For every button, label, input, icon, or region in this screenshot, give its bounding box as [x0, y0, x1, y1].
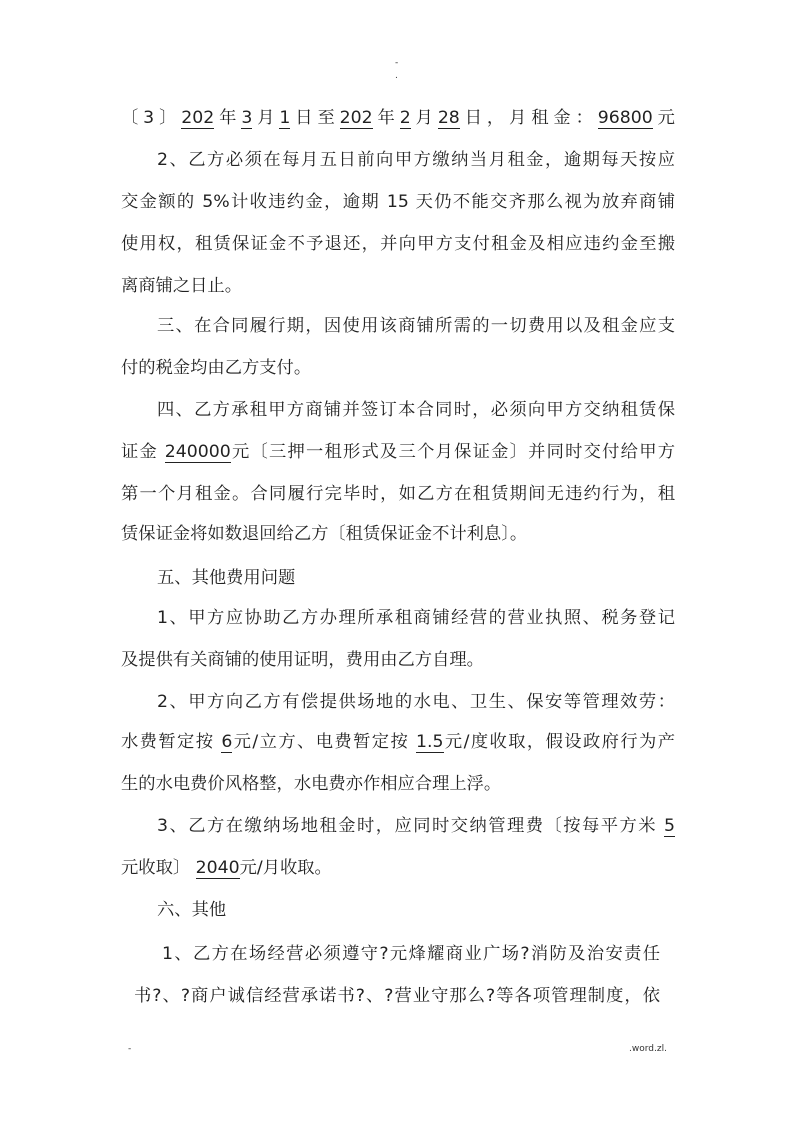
paragraph-line: 1、乙方在场经营必须遵守?元烽耀商业广场?消防及治安责任 — [162, 944, 660, 964]
deposit-amount: 240000 — [164, 442, 231, 462]
lease-period-line: 〔3〕202年3月1日至202年2月28日，月租金：96800元 — [121, 108, 675, 128]
footer-left: - — [128, 1044, 132, 1054]
paragraph-line: 1、甲方应协助乙方办理所承租商铺经营的营业执照、税务登记 — [157, 608, 675, 628]
paragraph-line: 第一个月租金。合同履行完毕时，如乙方在租赁期间无违约行为，租 — [121, 484, 675, 504]
month-end: 2 — [399, 108, 411, 128]
year-start: 202 — [181, 108, 215, 128]
paragraph-line: 赁保证金将如数退回给乙方〔租赁保证金不计利息〕。 — [121, 524, 528, 544]
paragraph-line: 书?、?商户诚信经营承诺书?、?营业守那么?等各项管理制度，依 — [134, 986, 660, 1006]
water-rate: 6 — [221, 732, 233, 752]
footer-right: .word.zl. — [629, 1044, 667, 1054]
monthly-rent-value: 96800 — [597, 108, 653, 128]
day-start: 1 — [279, 108, 291, 128]
management-fee-line: 3、乙方在缴纳场地租金时，应同时交纳管理费〔按每平方米 5 — [157, 816, 675, 836]
paragraph-line: 付的税金均由乙方支付。 — [121, 358, 312, 378]
management-fee-line: 元收取〕 2040元/月收取。 — [121, 858, 332, 878]
paragraph-line: 离商铺之日止。 — [121, 276, 242, 296]
paragraph-line: 使用权，租赁保证金不予退还，并向甲方支付租金及相应违约金至搬 — [121, 234, 675, 254]
paragraph-line: 2、甲方向乙方有偿提供场地的水电、卫生、保安等管理效劳： — [157, 692, 675, 712]
management-fee-amount: 2040 — [195, 858, 240, 878]
year-end: 202 — [339, 108, 373, 128]
day-end: 28 — [437, 108, 460, 128]
header-mark: . — [395, 71, 398, 81]
power-rate: 1.5 — [416, 732, 444, 752]
section-heading: 五、其他费用问题 — [157, 568, 296, 588]
paragraph-line: 三、在合同履行期，因使用该商铺所需的一切费用以及租金应支 — [157, 316, 675, 336]
deposit-line: 证金 240000元〔三押一租形式及三个月保证金〕并同时交付给甲方 — [121, 442, 675, 462]
month-start: 3 — [241, 108, 253, 128]
paragraph-line: 四、乙方承租甲方商铺并签订本合同时，必须向甲方交纳租赁保 — [157, 400, 675, 420]
fee-rate: 5 — [664, 816, 675, 836]
paragraph-line: 交金额的 5%计收违约金，逾期 15 天仍不能交齐那么视为放弃商铺 — [121, 192, 675, 212]
section-heading: 六、其他 — [157, 900, 227, 920]
header-mark: - — [395, 58, 399, 68]
paragraph-line: 2、乙方必须在每月五日前向甲方缴纳当月租金，逾期每天按应 — [157, 150, 675, 170]
paragraph-line: 生的水电费价风格整，水电费亦作相应合理上浮。 — [121, 774, 502, 794]
utility-rates-line: 水费暂定按 6元/立方、电费暂定按 1.5元/度收取，假设政府行为产 — [121, 732, 675, 752]
paragraph-line: 及提供有关商铺的使用证明，费用由乙方自理。 — [121, 650, 484, 670]
